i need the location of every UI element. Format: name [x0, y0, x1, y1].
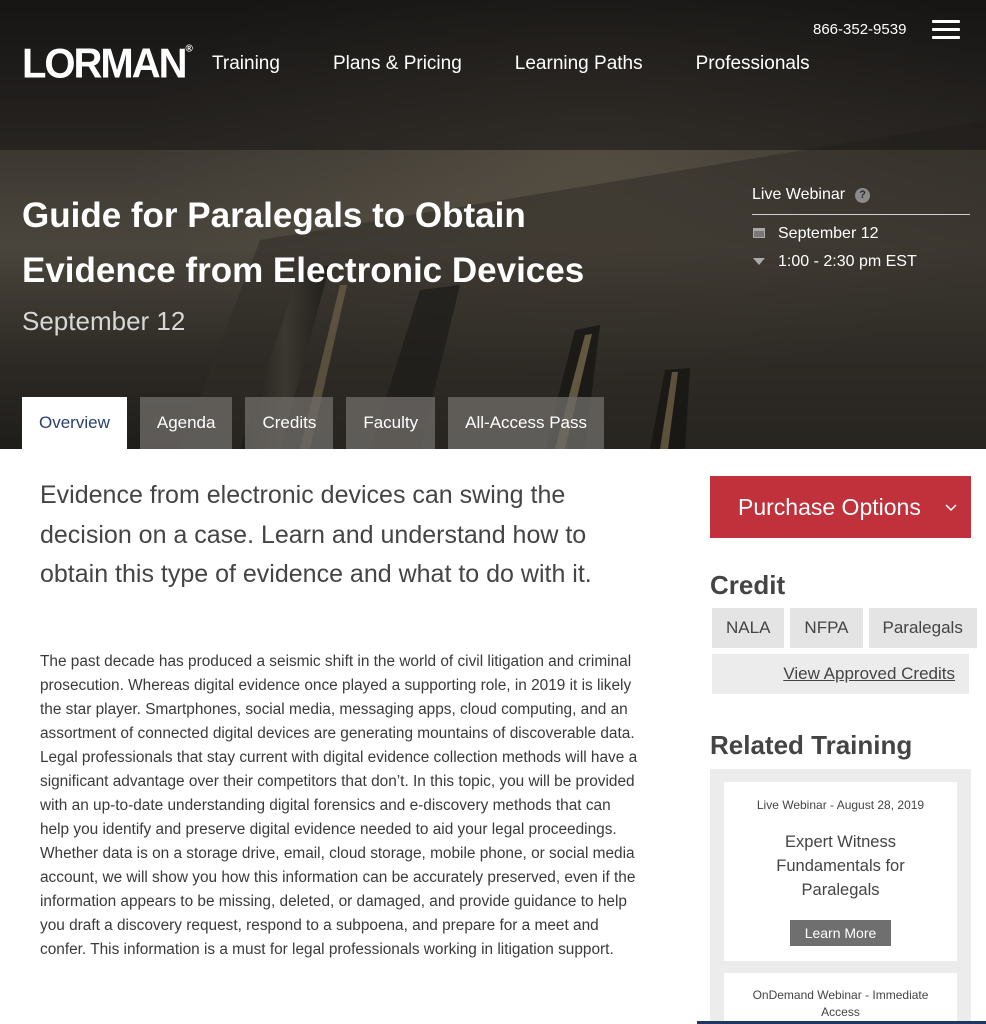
- hero-banner: [0, 0, 986, 449]
- main-nav: [212, 53, 863, 75]
- nav-plans-pricing[interactable]: Plans & Pricing: [332, 53, 462, 74]
- tab-agenda[interactable]: Agenda: [140, 397, 233, 449]
- tab-credits[interactable]: Credits: [245, 397, 333, 449]
- purchase-options-button[interactable]: [710, 476, 971, 538]
- chevron-down-icon: [945, 500, 957, 515]
- help-icon[interactable]: ?: [855, 188, 870, 203]
- course-tabs: [22, 397, 617, 449]
- view-approved-credits-link[interactable]: View Approved Credits: [712, 654, 969, 694]
- course-date: September 12: [22, 306, 186, 336]
- description-paragraph: The past decade has produced a seismic shift in the world of civil litigation and criminal prosecution. Whereas digital evidence once played a supporting role, in 2019 it is likely the star player. Smartphones, social media, messaging apps, cloud computing, and an assortment of connected digital devices are generating mountains of discoverable data. Legal professionals that stay current with digital evidence collection methods will have a significant advantage over their competitors that don’t. In this topic, you will be provided with an up-to-date understanding digital forensics and e-discovery methods that can help you identify and preserve digital evidence needed to aid your legal proceedings. Whether data is on a storage drive, email, cloud storage, mobile phone, or social media account, we will show you how this information can be accurately preserved, even if the information appears to be missing, deleted, or damaged, and provide guidance to help you draft a discovery request, respond to a subpoena, and prepare for a meet and confer. This information is a must for legal professionals working in litigation support.: [40, 653, 638, 958]
- credit-tags: [712, 608, 983, 648]
- live-time: 1:00 - 2:30 pm EST: [778, 253, 917, 270]
- live-date: September 12: [778, 225, 879, 242]
- live-webinar-header: [752, 186, 970, 215]
- tab-all-access-pass[interactable]: All-Access Pass: [448, 397, 604, 449]
- nav-professionals[interactable]: Professionals: [695, 53, 810, 74]
- credit-tag-paralegals[interactable]: Paralegals: [869, 608, 977, 648]
- related-card: [724, 782, 957, 961]
- related-training-panel: [710, 769, 971, 1024]
- live-time-row: [752, 253, 970, 271]
- credit-tag-nala[interactable]: NALA: [712, 608, 784, 648]
- phone-number[interactable]: 866-352-9539: [813, 21, 907, 38]
- registered-mark: ®: [185, 42, 193, 55]
- tab-faculty[interactable]: Faculty: [346, 397, 435, 449]
- lead-paragraph: Evidence from electronic devices can swing the decision on a case. Learn and understand how to obtain this type of evidence and what to do with it.: [40, 481, 592, 588]
- tab-overview[interactable]: Overview: [22, 397, 127, 449]
- credit-heading: Credit: [710, 570, 786, 600]
- page-title: [22, 188, 682, 298]
- title-line-1: Guide for Paralegals to Obtain: [22, 196, 526, 235]
- lorman-logo[interactable]: [22, 41, 193, 88]
- related-card: [724, 973, 957, 1024]
- learn-more-button[interactable]: Learn More: [790, 920, 892, 946]
- logo-text: LORMAN: [22, 40, 186, 88]
- related-card-meta: OnDemand Webinar - Immediate Access: [752, 988, 929, 1019]
- live-date-row: [752, 225, 970, 243]
- hamburger-menu-icon[interactable]: [932, 20, 960, 40]
- related-card-title[interactable]: Expert Witness Fundamentals for Paralegals: [776, 833, 905, 899]
- purchase-options-label: Purchase Options: [738, 493, 921, 520]
- live-webinar-label: Live Webinar: [752, 186, 846, 203]
- live-webinar-info: [752, 186, 970, 271]
- calendar-icon: [752, 228, 766, 241]
- related-card-meta: Live Webinar - August 28, 2019: [756, 798, 925, 812]
- clock-icon: [752, 256, 766, 269]
- credit-tag-nfpa[interactable]: NFPA: [790, 608, 862, 648]
- related-training-heading: Related Training: [710, 730, 913, 760]
- title-line-2: Evidence from Electronic Devices: [22, 251, 585, 290]
- nav-learning-paths[interactable]: Learning Paths: [514, 53, 643, 74]
- nav-training[interactable]: Training: [212, 53, 280, 74]
